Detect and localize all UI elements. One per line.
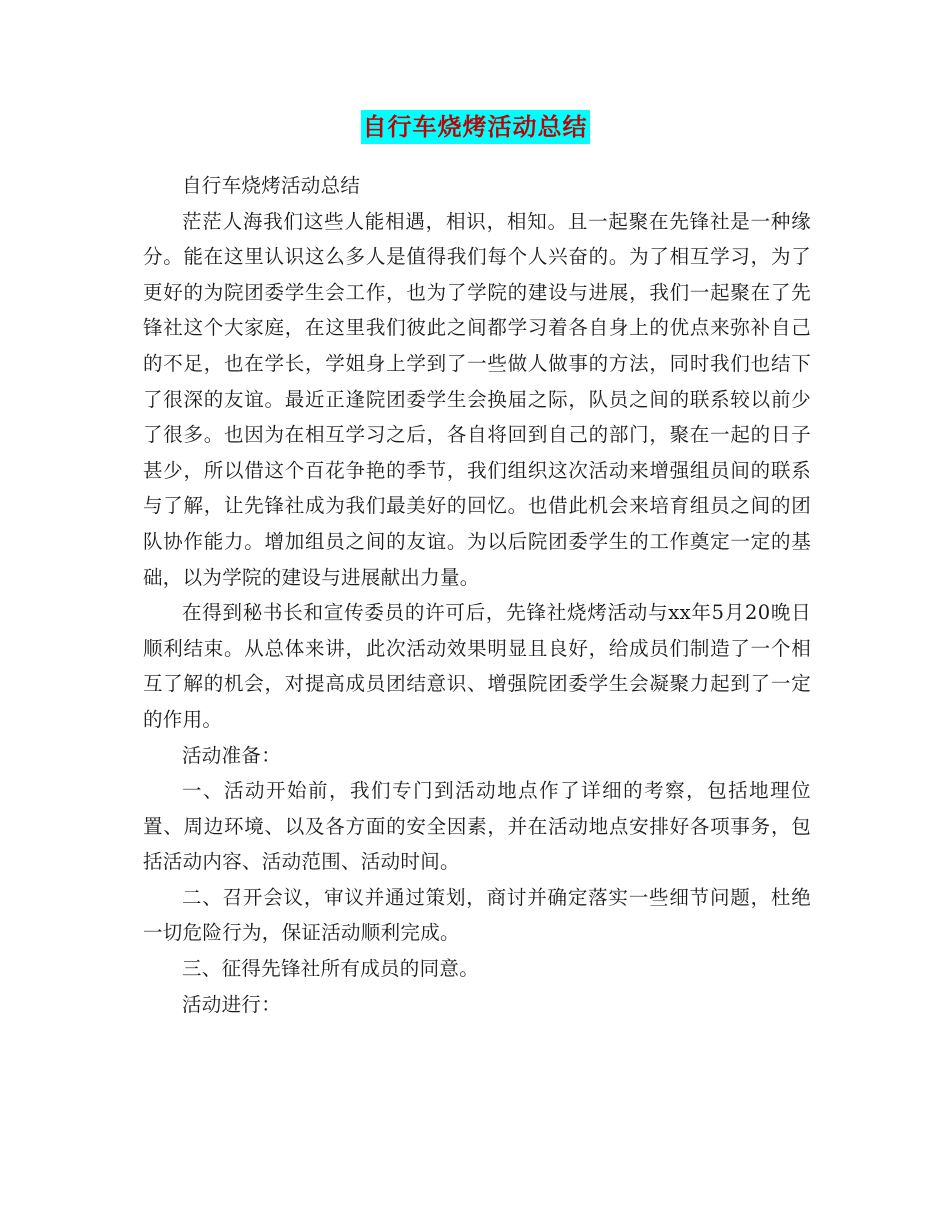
- subtitle-paragraph: 自行车烧烤活动总结: [182, 174, 361, 197]
- page-title: 自行车烧烤活动总结: [361, 110, 590, 144]
- preparation-item-1: 一、活动开始前，我们专门到活动地点作了详细的考察，包括地理位置、周边环境、以及各方面的安全因素，并在活动地点安排好各项事务，包括活动内容、活动范围、活动时间。: [143, 779, 811, 874]
- section-heading-progress: 活动进行：: [182, 992, 282, 1016]
- title-container: [0, 110, 950, 144]
- preparation-item-3: 三、征得先锋社所有成员的同意。: [182, 957, 480, 981]
- document-body: [143, 168, 811, 1022]
- summary-paragraph: 在得到秘书长和宣传委员的许可后，先锋社烧烤活动与xx年5月20晚日顺利结束。从总体来讲，此次活动效果明显且良好，给成员们制造了一个相互了解的机会，对提高成员团结意识、增强院团委学生会凝聚力起到了一定的作用。: [143, 601, 811, 731]
- intro-paragraph: 茫茫人海我们这些人能相遇，相识，相知。且一起聚在先锋社是一种缘分。能在这里认识这么多人是值得我们每个人兴奋的。为了相互学习，为了更好的为院团委学生会工作，也为了学院的建设与进展，我们一起聚在了先锋社这个大家庭，在这里我们彼此之间都学习着各自身上的优点来弥补自己的不足，也在学长，学姐身上学到了一些做人做事的方法，同时我们也结下了很深的友谊。最近正逢院团委学生会换届之际，队员之间的联系较以前少了很多。也因为在相互学习之后，各自将回到自己的部门，聚在一起的日子甚少，所以借这个百花争艳的季节，我们组织这次活动来增强组员间的联系与了解，让先锋社成为我们最美好的回忆。也借此机会来培育组员之间的团队协作能力。增加组员之间的友谊。为以后院团委学生的工作奠定一定的基础，以为学院的建设与进展献出力量。: [143, 209, 811, 589]
- section-heading-preparation: 活动准备：: [182, 743, 282, 767]
- preparation-item-2: 二、召开会议，审议并通过策划，商讨并确定落实一些细节问题，杜绝一切危险行为，保证活动顺利完成。: [143, 885, 811, 945]
